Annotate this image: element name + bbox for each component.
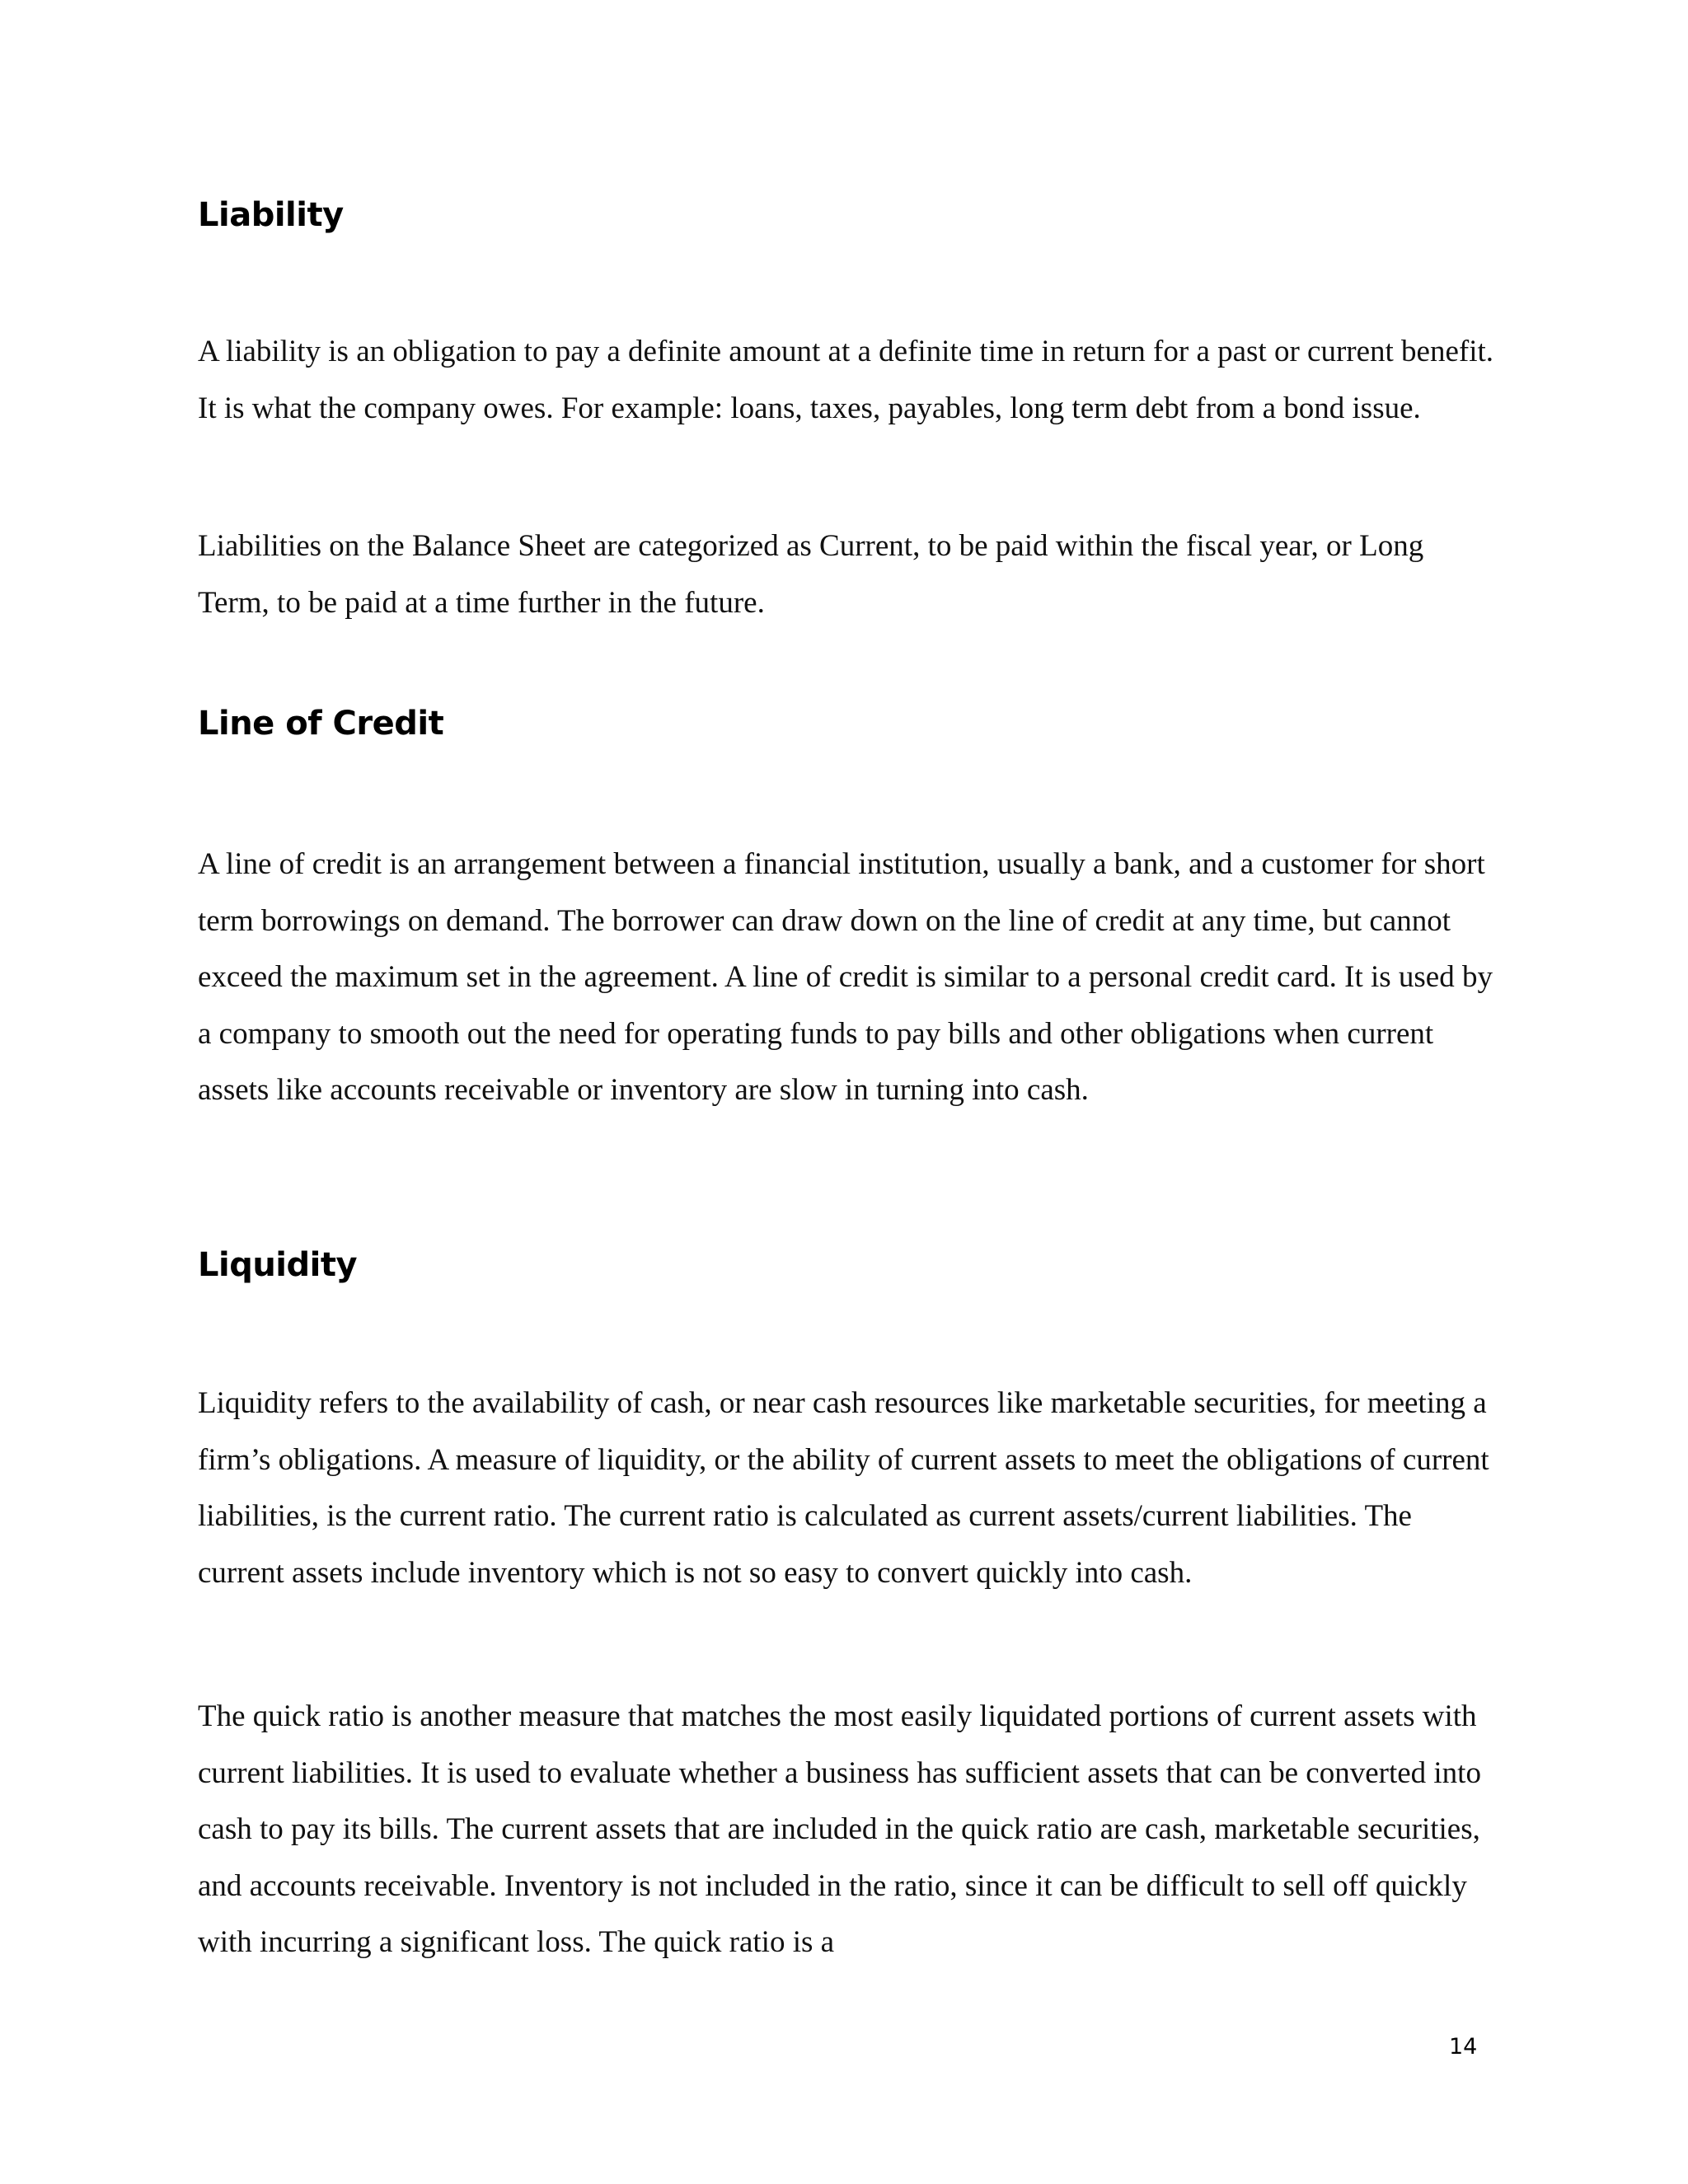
- page-number: 14: [1449, 2034, 1478, 2060]
- paragraph-liquidity-quick-ratio: The quick ratio is another measure that matches the most easily liquidated portions of current assets with current liabilities. It is used to evaluate whether a business has sufficient assets that can be converted into cash to pay its bills. The current assets that are included in the quick ratio are cash, marketable securities, and accounts receivable. Inventory is not included in the ratio, since it can be difficult to sell off quickly with incurring a significant loss. The quick ratio is a: [198, 1699, 1481, 1959]
- heading-liability: Liability: [198, 196, 344, 234]
- paragraph-liability-categories: Liabilities on the Balance Sheet are categorized as Current, to be paid within the fiscal year, or Long Term, to be paid at a time further in the future.: [198, 529, 1424, 620]
- paragraph-liability-definition: A liability is an obligation to pay a definite amount at a definite time in return for a past or current benefit. It is what the company owes. For example: loans, taxes, payables, long term debt from a bond issue.: [198, 335, 1494, 425]
- heading-line-of-credit: Line of Credit: [198, 705, 444, 743]
- heading-liquidity: Liquidity: [198, 1246, 358, 1284]
- paragraph-liquidity-current-ratio: Liquidity refers to the availability of cash, or near cash resources like marketable securities, for meeting a firm’s obligations. A measure of liquidity, or the ability of current assets to meet the obligations of current liabilities, is the current ratio. The current ratio is calculated as current assets/current liabilities. The current assets include inventory which is not so easy to convert quickly into cash.: [198, 1386, 1489, 1590]
- paragraph-line-of-credit: A line of credit is an arrangement between a financial institution, usually a bank, and a customer for short term borrowings on demand. The borrower can draw down on the line of credit at any time, but cannot exceed the maximum set in the agreement. A line of credit is similar to a personal credit card. It is used by a company to smooth out the need for operating funds to pay bills and other obligations when current assets like accounts receivable or inventory are slow in turning into cash.: [198, 847, 1493, 1107]
